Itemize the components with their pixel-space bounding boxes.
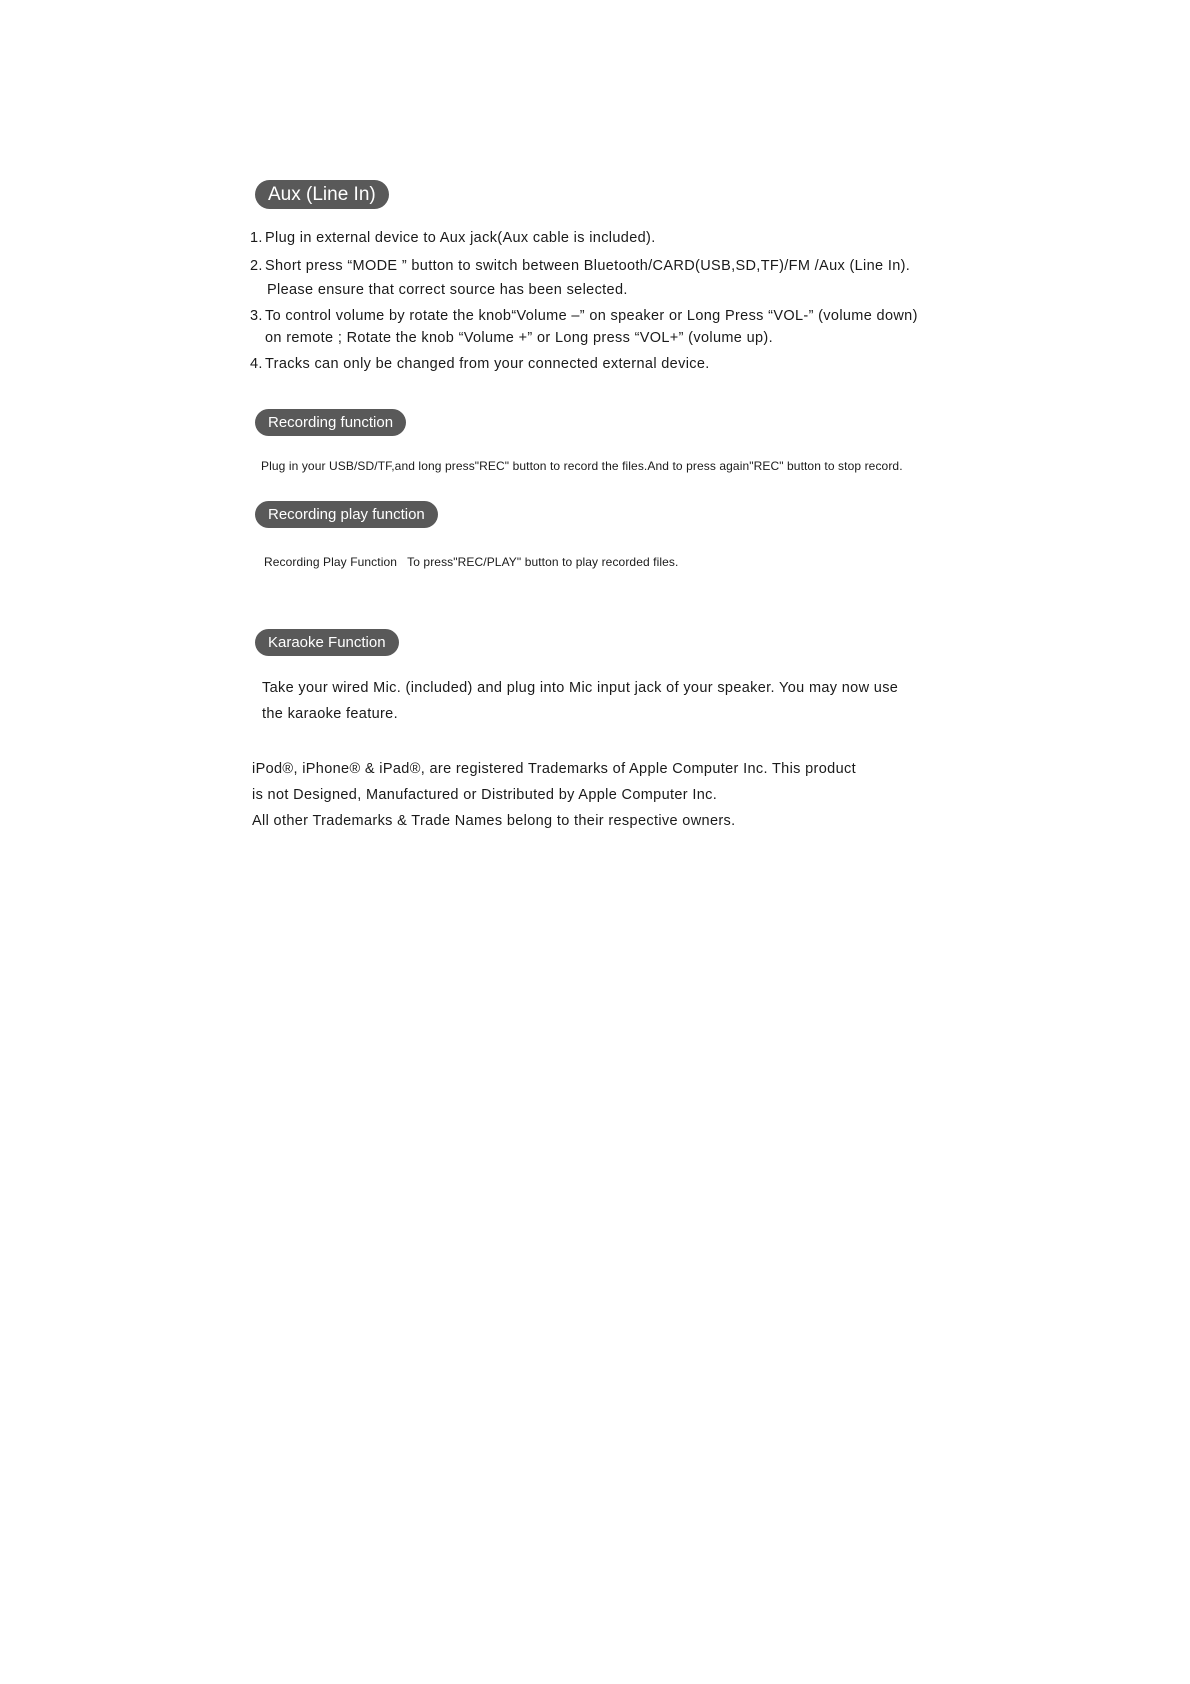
karaoke-text-line-2: the karaoke feature. xyxy=(262,706,398,722)
trademark-line-3: All other Trademarks & Trade Names belong to their respective owners. xyxy=(252,813,736,829)
recording-play-section-text: Recording Play Function To press"REC/PLAY" button to play recorded files. xyxy=(264,555,679,569)
aux-item-text: To control volume by rotate the knob“Volume –” on speaker or Long Press “VOL-” (volume down) xyxy=(265,308,918,324)
aux-item-3-continued xyxy=(265,330,773,346)
recording-section-heading: Recording function xyxy=(255,409,406,436)
aux-item-2-continued xyxy=(267,282,628,298)
trademark-line-2: is not Designed, Manufactured or Distributed by Apple Computer Inc. xyxy=(252,787,718,803)
aux-item-4 xyxy=(250,356,710,372)
aux-item-text: Please ensure that correct source has been selected. xyxy=(267,282,628,298)
karaoke-text-line-1: Take your wired Mic. (included) and plug into Mic input jack of your speaker. You may now use xyxy=(262,680,899,696)
aux-item-text: on remote ; Rotate the knob “Volume +” or Long press “VOL+” (volume up). xyxy=(265,330,773,346)
aux-item-number: 3. xyxy=(250,308,263,324)
aux-item-3 xyxy=(250,308,918,324)
aux-item-1 xyxy=(250,230,656,246)
aux-section-heading: Aux (Line In) xyxy=(255,180,389,209)
recording-section-text: Plug in your USB/SD/TF,and long press"REC" button to record the files.And to press again"REC" button to stop record. xyxy=(261,459,903,473)
aux-item-text: Short press “MODE ” button to switch between Bluetooth/CARD(USB,SD,TF)/FM /Aux (Line In). xyxy=(265,258,911,274)
recording-play-section-heading: Recording play function xyxy=(255,501,438,528)
aux-item-text: Tracks can only be changed from your connected external device. xyxy=(265,356,710,372)
aux-item-number: 2. xyxy=(250,258,263,274)
trademark-line-1: iPod®, iPhone® & iPad®, are registered Trademarks of Apple Computer Inc. This product xyxy=(252,761,856,777)
karaoke-section-heading: Karaoke Function xyxy=(255,629,399,656)
aux-item-number: 4. xyxy=(250,356,263,372)
aux-item-text: Plug in external device to Aux jack(Aux cable is included). xyxy=(265,230,656,246)
aux-item-number: 1. xyxy=(250,230,263,246)
aux-item-2 xyxy=(250,258,910,274)
